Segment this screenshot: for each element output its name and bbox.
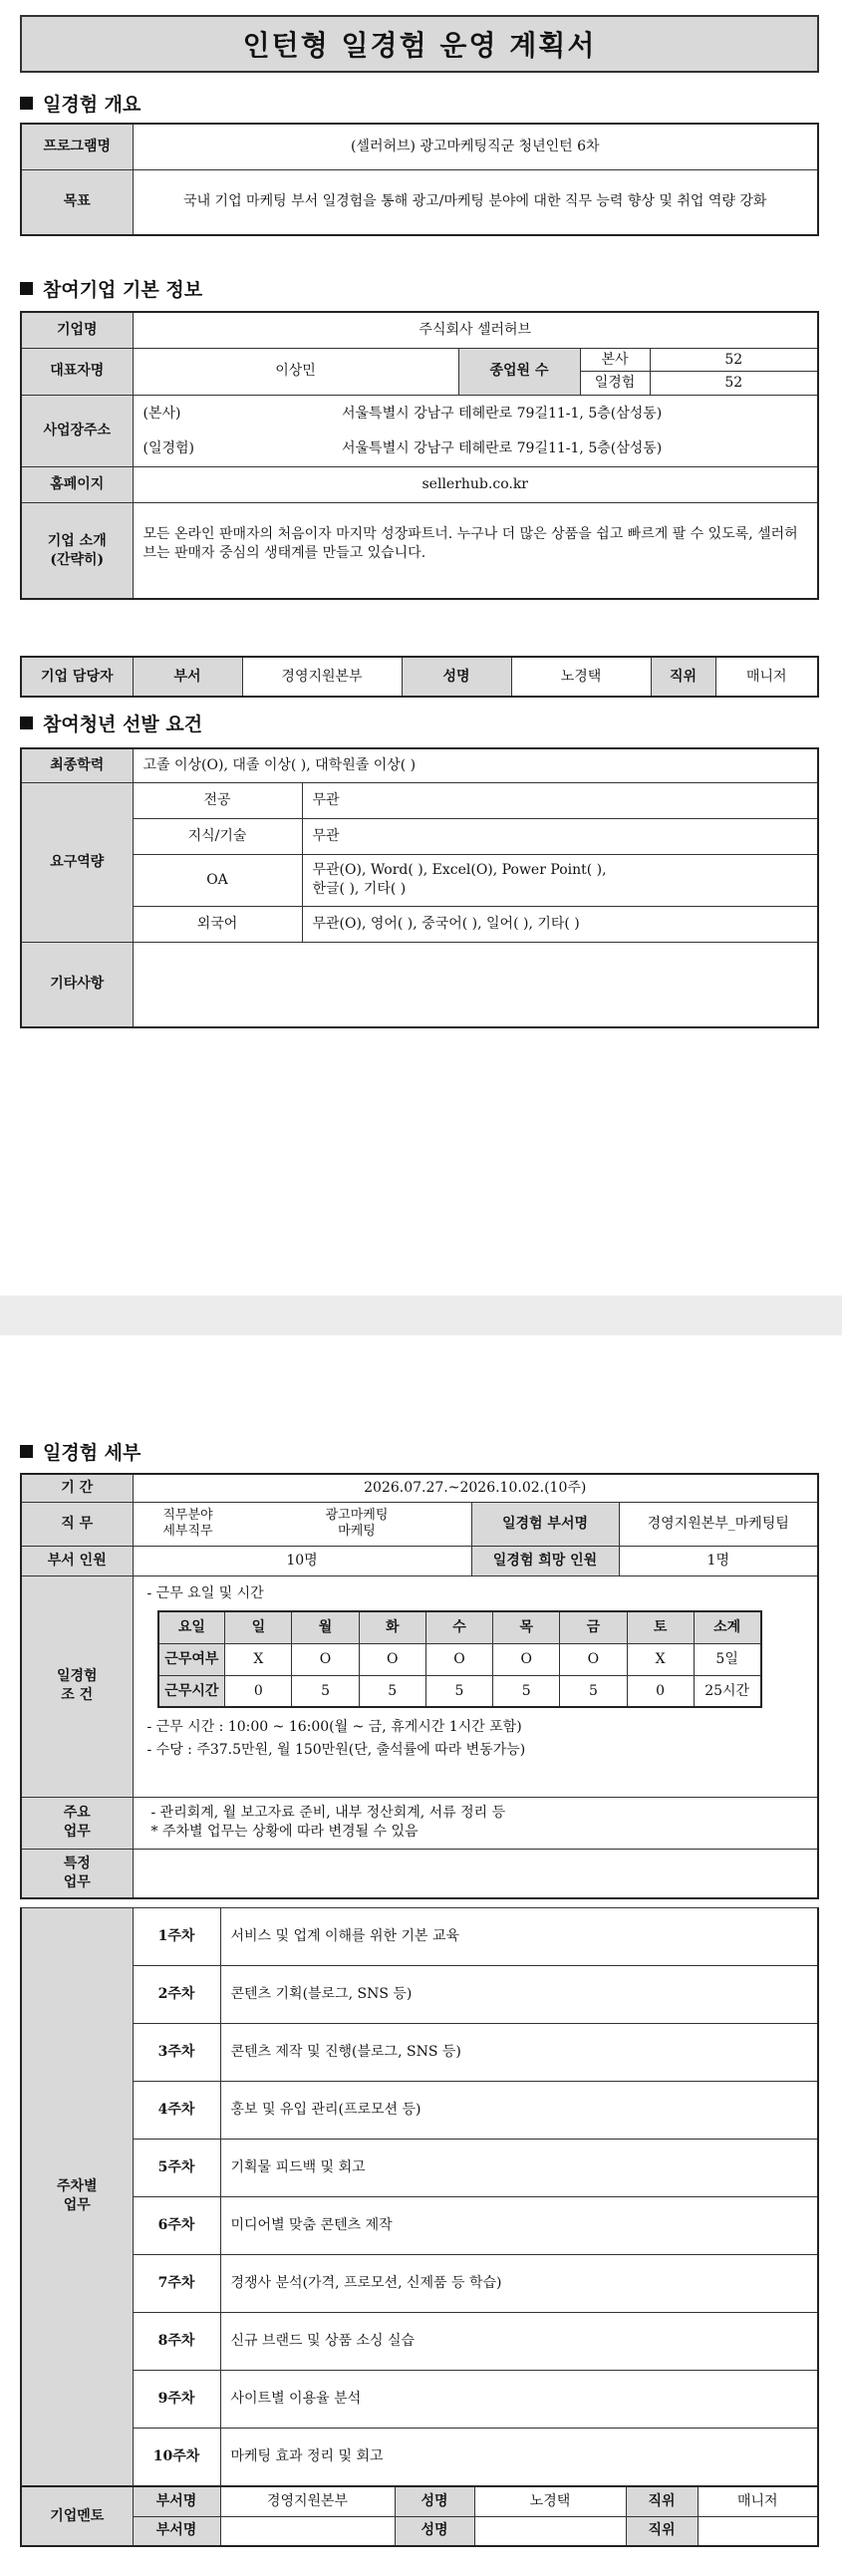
contact-table	[20, 656, 819, 698]
schedule-header-cell: 화	[359, 1611, 425, 1643]
main-duty-value: - 관리회계, 월 보고자료 준비, 내부 정산회계, 서류 정리 등	[150, 1805, 506, 1822]
staff-value: 10명	[133, 1546, 471, 1575]
mentor2-name-label: 성명	[395, 2516, 474, 2546]
section-heading-overview: 일경험 개요	[20, 90, 140, 117]
schedule-header-cell: 수	[425, 1611, 492, 1643]
main-duty-note: * 주차별 업무는 상황에 따라 변경될 수 있음	[150, 1824, 419, 1840]
address-label: 사업장주소	[21, 396, 133, 467]
condition-label: 일경험 조 건	[21, 1575, 133, 1797]
lang-value: 무관(O), 영어( ), 중국어( ), 일어( ), 기타( )	[302, 906, 818, 942]
mentor-label: 기업멘토	[21, 2486, 133, 2546]
oa-value: 무관(O), Word( ), Excel(O), Power Point( ), 한글( ), 기타( )	[302, 854, 818, 906]
page-separator	[0, 1295, 842, 1335]
edu-label: 최종학력	[21, 748, 133, 782]
schedule-work-cell: 근무여부	[158, 1643, 225, 1675]
mentor-dept-value: 경영지원본부	[220, 2486, 395, 2516]
duty-cell	[133, 1502, 471, 1546]
schedule-hours-cell: 5	[493, 1675, 560, 1707]
mentor-pos-label: 직위	[626, 2486, 698, 2516]
details-table	[20, 1473, 819, 1899]
week-row	[21, 2082, 818, 2140]
mentor2-pos-label: 직위	[626, 2516, 698, 2546]
weekly-label: 주차별 업무	[21, 1908, 133, 2486]
week-row	[21, 1966, 818, 2024]
schedule-hours-cell: 0	[225, 1675, 292, 1707]
address-work: 서울특별시 강남구 테헤란로 79길11-1, 5층(삼성동)	[332, 431, 818, 467]
week-number: 1주차	[133, 1908, 220, 1966]
schedule-hours-cell: 5	[560, 1675, 627, 1707]
skill-label: 지식/기술	[133, 818, 302, 854]
weekly-table	[20, 1907, 819, 2487]
mentor-name-label: 성명	[395, 2486, 474, 2516]
contact-label: 기업 담당자	[21, 657, 133, 697]
period-label: 기 간	[21, 1474, 133, 1502]
contact-dept-value: 경영지원본부	[242, 657, 402, 697]
week-number: 3주차	[133, 2024, 220, 2082]
square-bullet-icon	[20, 1445, 33, 1458]
week-number: 4주차	[133, 2082, 220, 2140]
week-row	[21, 2429, 818, 2486]
week-row	[21, 2197, 818, 2255]
mentor2-pos-value	[698, 2516, 818, 2546]
week-row	[21, 2313, 818, 2371]
week-task: 미디어별 맞춤 콘텐츠 제작	[220, 2197, 818, 2255]
schedule-work-cell: O	[560, 1643, 627, 1675]
mentor-dept-label: 부서명	[133, 2486, 220, 2516]
week-row	[21, 1908, 818, 1966]
address-hq-tag: (본사)	[133, 396, 332, 431]
week-row	[21, 2024, 818, 2082]
section-heading-company: 참여기업 기본 정보	[20, 275, 202, 302]
mentor-name-value: 노경택	[474, 2486, 626, 2516]
schedule-header-cell: 월	[292, 1611, 359, 1643]
section-heading-details: 일경험 세부	[20, 1438, 140, 1465]
week-number: 9주차	[133, 2371, 220, 2429]
schedule-work-cell: O	[493, 1643, 560, 1675]
week-number: 8주차	[133, 2313, 220, 2371]
duty-label: 직 무	[21, 1502, 133, 1546]
edu-value: 고졸 이상(O), 대졸 이상( ), 대학원졸 이상( )	[133, 748, 818, 782]
etc-label: 기타사항	[21, 942, 133, 1027]
week-row	[21, 2371, 818, 2429]
contact-name-label: 성명	[402, 657, 511, 697]
contact-dept-label: 부서	[133, 657, 242, 697]
work-count: 52	[650, 372, 818, 396]
condition-cell	[133, 1575, 818, 1797]
duty-detail-label: 세부직무	[162, 1524, 213, 1539]
week-number: 5주차	[133, 2140, 220, 2197]
mentor-pos-value: 매니저	[698, 2486, 818, 2516]
ceo-label: 대표자명	[21, 348, 133, 396]
address-work-tag: (일경험)	[133, 431, 332, 467]
hq-count: 52	[650, 348, 818, 372]
competency-label: 요구역량	[21, 782, 133, 942]
schedule-hours-cell: 5	[359, 1675, 425, 1707]
week-task: 홍보 및 유입 관리(프로모션 등)	[220, 2082, 818, 2140]
duty-field-label: 직무분야	[162, 1507, 213, 1523]
square-bullet-icon	[20, 282, 33, 295]
etc-value	[133, 942, 818, 1027]
schedule-hours-cell: 5	[425, 1675, 492, 1707]
program-label: 프로그램명	[21, 124, 133, 169]
hq-label: 본사	[580, 348, 650, 372]
contact-name-value: 노경택	[511, 657, 651, 697]
schedule-hours-cell: 0	[627, 1675, 694, 1707]
intro-label: 기업 소개 (간략히)	[21, 503, 133, 599]
week-task: 마케팅 효과 정리 및 회고	[220, 2429, 818, 2486]
schedule-header-cell: 토	[627, 1611, 694, 1643]
goal-value: 국내 기업 마케팅 부서 일경험을 통해 광고/마케팅 분야에 대한 직무 능력 향상 및 취업 역량 강화	[133, 169, 818, 235]
week-task: 사이트별 이용율 분석	[220, 2371, 818, 2429]
week-task: 경쟁사 분석(가격, 프로모션, 신제품 등 학습)	[220, 2255, 818, 2313]
week-number: 7주차	[133, 2255, 220, 2313]
schedule-work-cell: X	[627, 1643, 694, 1675]
square-bullet-icon	[20, 716, 33, 729]
schedule-hours-cell: 25시간	[694, 1675, 760, 1707]
schedule-work-cell: X	[225, 1643, 292, 1675]
schedule-header-cell: 금	[560, 1611, 627, 1643]
staff-label: 부서 인원	[21, 1546, 133, 1575]
address-hq: 서울특별시 강남구 테헤란로 79길11-1, 5층(삼성동)	[332, 396, 818, 431]
company-table	[20, 311, 819, 600]
major-label: 전공	[133, 782, 302, 818]
lang-label: 외국어	[133, 906, 302, 942]
schedule-header-cell: 요일	[158, 1611, 225, 1643]
work-dept-label: 일경험 부서명	[471, 1502, 619, 1546]
schedule-hours-cell: 5	[292, 1675, 359, 1707]
schedule-header-cell: 목	[493, 1611, 560, 1643]
schedule-work-cell: O	[292, 1643, 359, 1675]
ceo-value: 이상민	[133, 348, 458, 396]
schedule-table	[157, 1610, 762, 1708]
mentor-table	[20, 2485, 819, 2547]
schedule-work-cell: O	[425, 1643, 492, 1675]
homepage-value: sellerhub.co.kr	[133, 467, 818, 503]
period-value: 2026.07.27.~2026.10.02.(10주)	[133, 1474, 818, 1502]
schedule-header-cell: 일	[225, 1611, 292, 1643]
intro-value: 모든 온라인 판매자의 처음이자 마지막 성장파트너. 누구나 더 많은 상품을 쉽고 빠르게 팔 수 있도록, 셀러허브는 판매자 중심의 생태계를 만들고 있습니다.	[133, 503, 818, 599]
mentor2-dept-label: 부서명	[133, 2516, 220, 2546]
mentor2-dept-value	[220, 2516, 395, 2546]
week-task: 콘텐츠 기획(블로그, SNS 등)	[220, 1966, 818, 2024]
schedule-header-cell: 소계	[694, 1611, 760, 1643]
week-task: 기획물 피드백 및 회고	[220, 2140, 818, 2197]
schedule-work-cell: 5일	[694, 1643, 760, 1675]
condition-title: - 근무 요일 및 시간	[146, 1584, 264, 1601]
document-title: 인턴형 일경험 운영 계획서	[20, 15, 819, 73]
week-number: 2주차	[133, 1966, 220, 2024]
main-duty-label: 주요 업무	[21, 1797, 133, 1849]
week-task: 서비스 및 업계 이해를 위한 기본 교육	[220, 1908, 818, 1966]
week-task: 콘텐츠 제작 및 진행(블로그, SNS 등)	[220, 2024, 818, 2082]
want-label: 일경험 희망 인원	[471, 1546, 619, 1575]
requirements-table	[20, 747, 819, 1028]
condition-note-hours: - 근무 시간 : 10:00 ~ 16:00(월 ~ 금, 휴게시간 1시간 포함)	[146, 1719, 522, 1736]
program-value: (셀러허브) 광고마케팅직군 청년인턴 6차	[133, 124, 818, 169]
section-heading-requirements: 참여청년 선발 요건	[20, 710, 202, 736]
condition-note-pay: - 수당 : 주37.5만원, 월 150만원(단, 출석률에 따라 변동가능)	[146, 1742, 526, 1759]
square-bullet-icon	[20, 97, 33, 110]
special-duty-value	[133, 1849, 818, 1898]
want-value: 1명	[619, 1546, 818, 1575]
week-number: 10주차	[133, 2429, 220, 2486]
homepage-label: 홈페이지	[21, 467, 133, 503]
schedule-hours-cell: 근무시간	[158, 1675, 225, 1707]
work-dept-value: 경영지원본부_마케팅팀	[619, 1502, 818, 1546]
special-duty-label: 특정 업무	[21, 1849, 133, 1898]
company-label: 기업명	[21, 312, 133, 348]
employees-label: 종업원 수	[458, 348, 580, 396]
week-task: 신규 브랜드 및 상품 소싱 실습	[220, 2313, 818, 2371]
week-row	[21, 2255, 818, 2313]
skill-value: 무관	[302, 818, 818, 854]
main-duty-cell	[133, 1797, 818, 1849]
goal-label: 목표	[21, 169, 133, 235]
duty-field-value: 광고마케팅	[325, 1507, 389, 1523]
oa-label: OA	[133, 854, 302, 906]
schedule-work-cell: O	[359, 1643, 425, 1675]
contact-pos-label: 직위	[651, 657, 715, 697]
company-value: 주식회사 셀러허브	[133, 312, 818, 348]
week-number: 6주차	[133, 2197, 220, 2255]
week-row	[21, 2140, 818, 2197]
duty-detail-value: 마케팅	[338, 1524, 376, 1539]
overview-table	[20, 123, 819, 236]
major-value: 무관	[302, 782, 818, 818]
work-label: 일경험	[580, 372, 650, 396]
contact-pos-value: 매니저	[715, 657, 818, 697]
mentor2-name-value	[474, 2516, 626, 2546]
